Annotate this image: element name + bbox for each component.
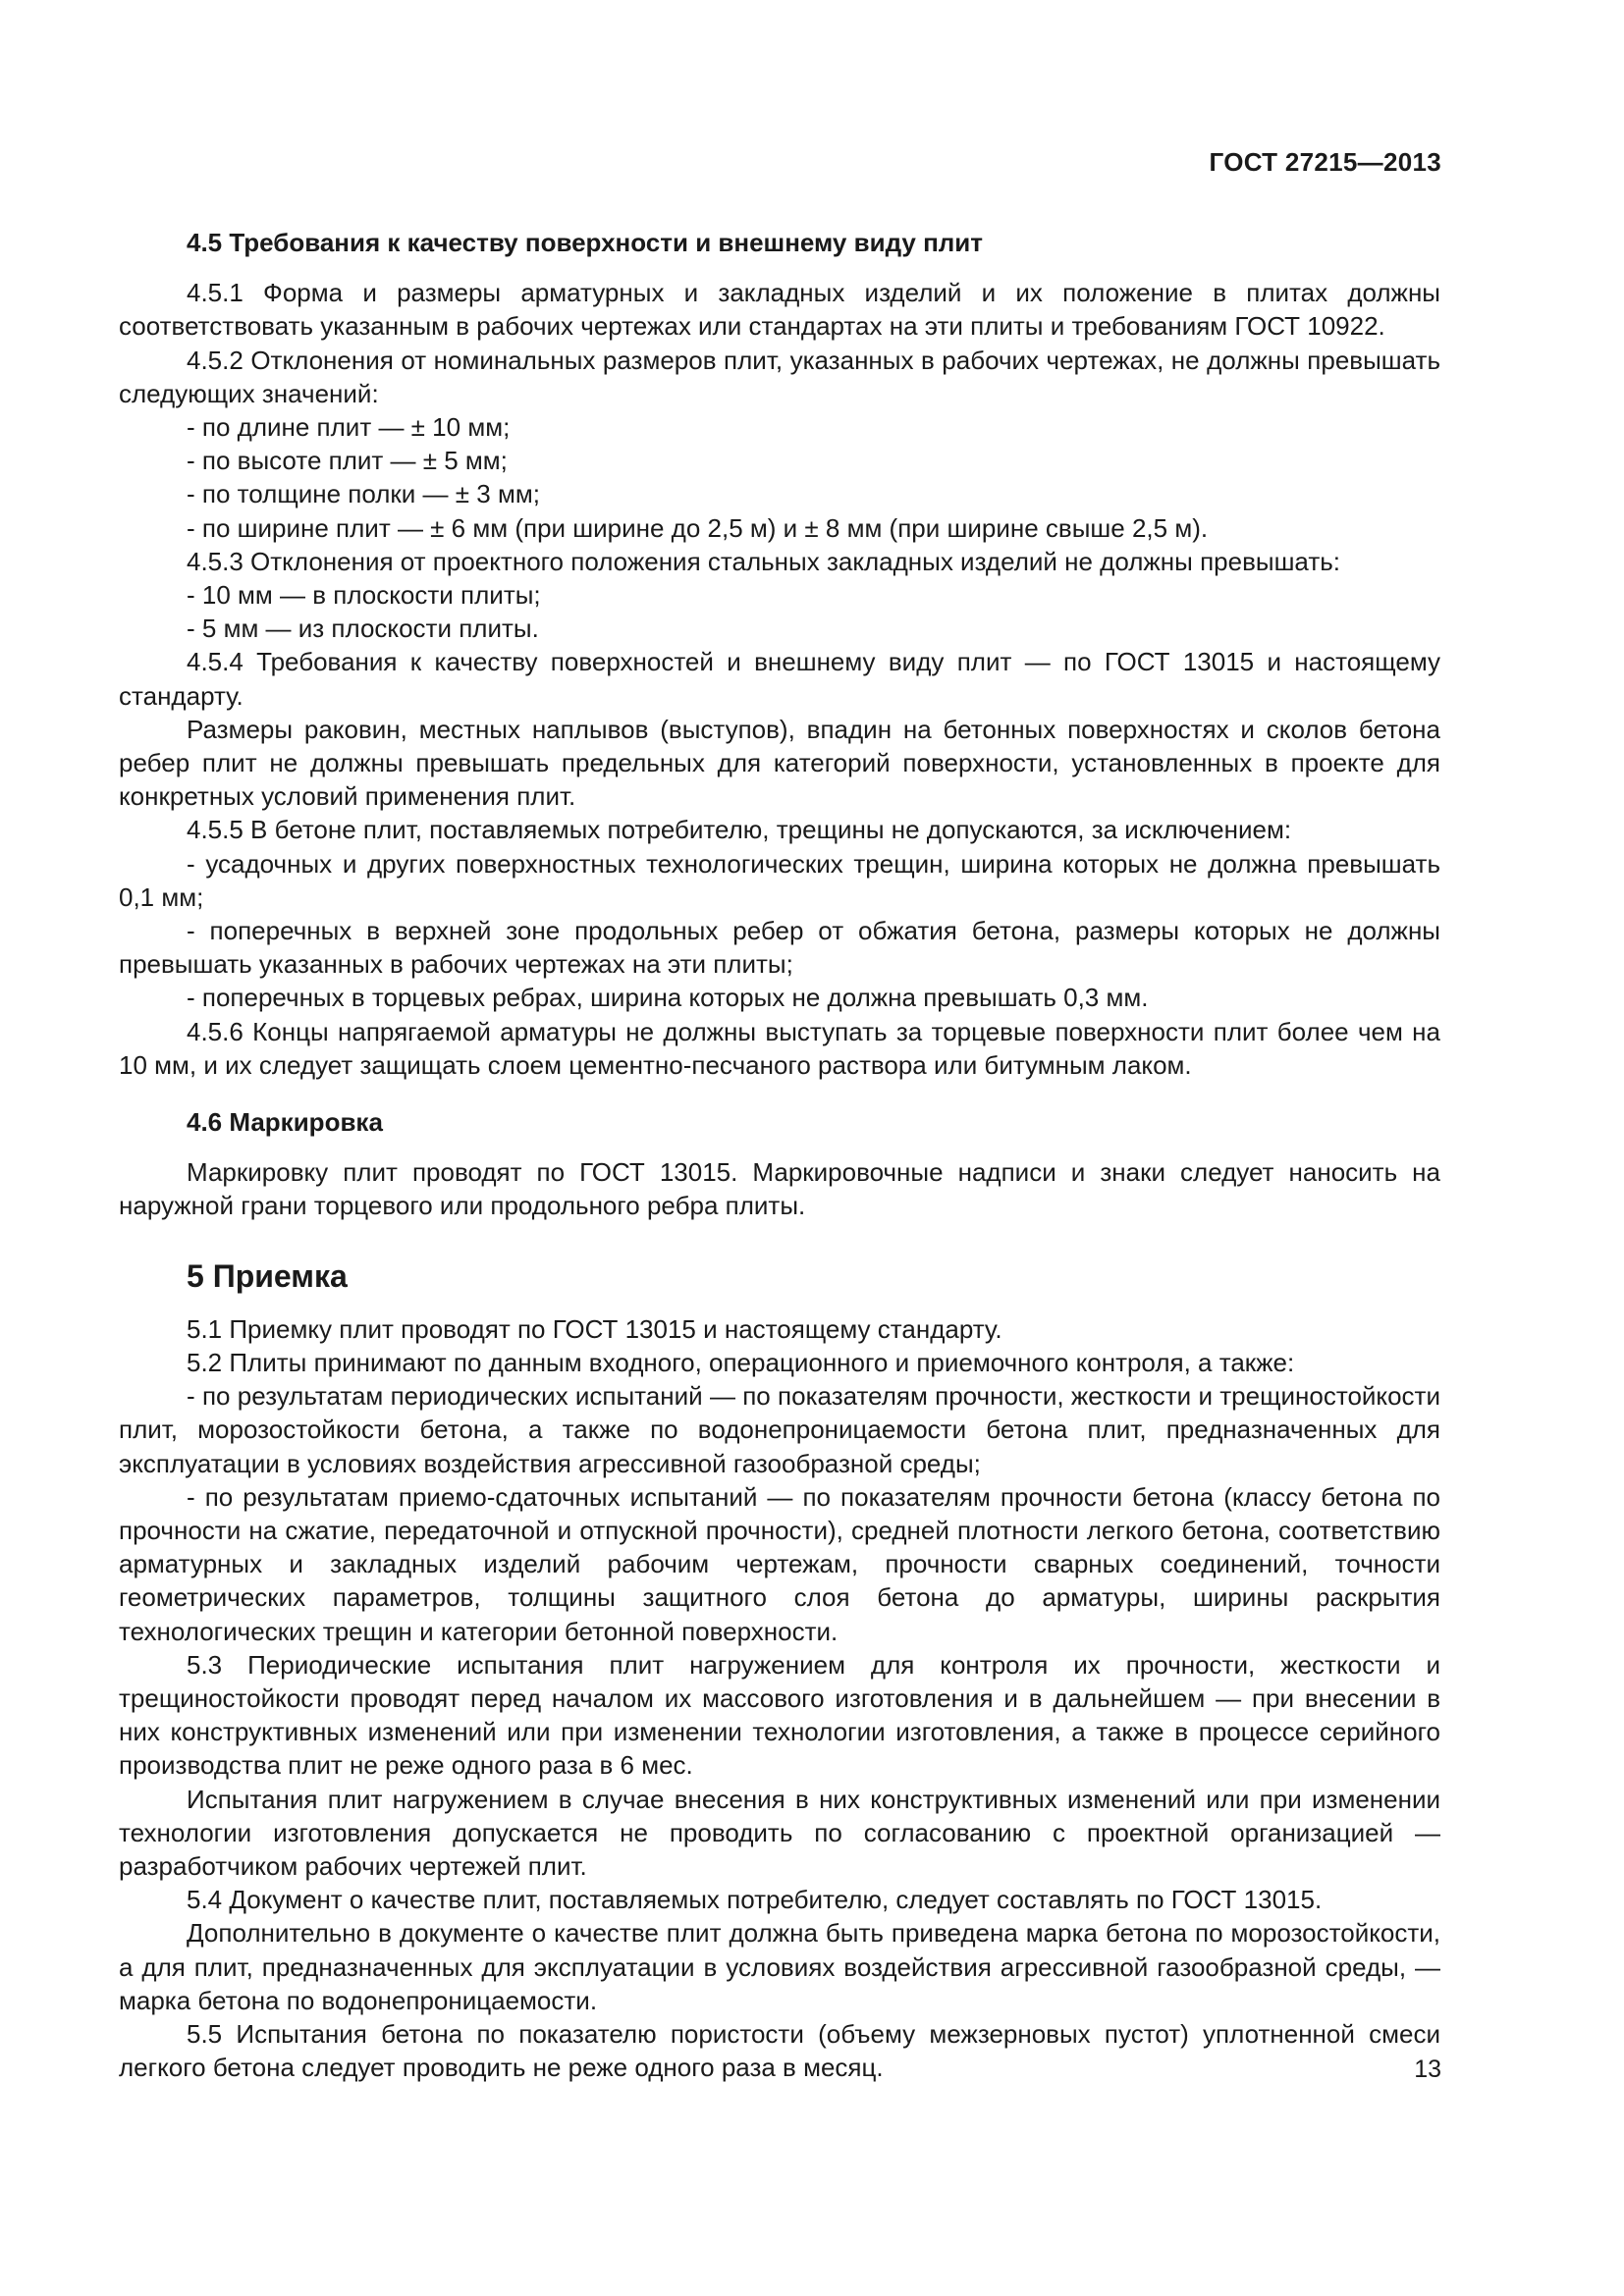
paragraph-5-5: 5.5 Испытания бетона по показателю пористости (объему межзерновых пустот) уплотненной смеси легкого бетона следует проводить не реже одного раза в месяц. [119, 2018, 1440, 2083]
paragraph-4-5-4: 4.5.4 Требования к качеству поверхностей и внешнему виду плит — по ГОСТ 13015 и настоящему стандарту. [119, 647, 1440, 711]
paragraph-5-3: 5.3 Периодические испытания плит нагружением для контроля их прочности, жесткости и трещиностойкости проводят перед началом их массового изготовления и в дальнейшем — при внесении в них конструктивных изменений или при изменении технологии изготовления, а также в процессе серийного производства плит не реже одного раза в 6 мес. [119, 1649, 1440, 1781]
list-item: - 10 мм — в плоскости плиты; [187, 580, 541, 611]
paragraph-5-4-b: Дополнительно в документе о качестве плит должна быть приведена марка бетона по морозостойкости, а для плит, предназначенных для эксплуатации в условиях воздействия агрессивной газообразной среды, — марка бетона по водонепроницаемости. [119, 1918, 1440, 2015]
paragraph-4-5-4-b: Размеры раковин, местных наплывов (выступов), впадин на бетонных поверхностях и сколов бетона ребер плит не должны превышать предельных для категорий поверхности, установленных в проекте для конкретных условий применения плит. [119, 714, 1440, 812]
paragraph-4-5-5: 4.5.5 В бетоне плит, поставляемых потребителю, трещины не допускаются, за исключением: [187, 815, 1292, 845]
list-item: - 5 мм — из плоскости плиты. [187, 614, 539, 644]
document-code: ГОСТ 27215—2013 [1209, 147, 1441, 177]
paragraph-5-3-b: Испытания плит нагружением в случае внесения в них конструктивных изменений или при изменении технологии изготовления допускается не проводить по согласованию с проектной организацией — разработчиком рабочих чертежей плит. [119, 1784, 1440, 1881]
list-item: - по результатам периодических испытаний — по показателям прочности, жесткости и трещиностойкости плит, морозостойкости бетона, а также по водонепроницаемости бетона плит, предназначенных для эксплуатации в условиях воздействия агрессивной газообразной среды; [119, 1381, 1440, 1478]
list-item: - по толщине полки — ± 3 мм; [187, 479, 540, 509]
list-item: - по результатам приемо-сдаточных испытаний — по показателям прочности бетона (классу бетона по прочности на сжатие, передаточной и отпускной прочности), средней плотности легкого бетона, соответствию арматурных и закладных изделий рабочим чертежам, прочности сварных соединений, точности геометрических параметров, толщины защитного слоя бетона до арматуры, ширины раскрытия технологических трещин и категории бетонной поверхности. [119, 1481, 1440, 1646]
list-item: - по ширине плит — ± 6 мм (при ширине до 2,5 м) и ± 8 мм (при ширине свыше 2,5 м). [187, 512, 1209, 543]
paragraph-4-5-2: 4.5.2 Отклонения от номинальных размеров плит, указанных в рабочих чертежах, не должны превышать следующих значений: [119, 345, 1440, 408]
paragraph-4-5-6: 4.5.6 Концы напрягаемой арматуры не должны выступать за торцевые поверхности плит более чем на 10 мм, и их следует защищать слоем цементно-песчаного раствора или битумным лаком. [119, 1016, 1440, 1080]
paragraph-4-5-1: 4.5.1 Форма и размеры арматурных и закладных изделий и их положение в плитах должны соответствовать указанным в рабочих чертежах или стандартах на эти плиты и требованиям ГОСТ 10922. [119, 278, 1440, 342]
page-content [119, 226, 1440, 2084]
paragraph-4-6: Маркировку плит проводят по ГОСТ 13015. Маркировочные надписи и знаки следует наносить на наружной грани торцевого или продольного ребра плиты. [119, 1157, 1440, 1221]
list-item: - усадочных и других поверхностных технологических трещин, ширина которых не должна превышать 0,1 мм; [119, 848, 1440, 912]
paragraph-4-5-3: 4.5.3 Отклонения от проектного положения стальных закладных изделий не должны превышать: [187, 546, 1341, 576]
list-item: - по высоте плит — ± 5 мм; [187, 446, 508, 476]
list-item: - поперечных в торцевых ребрах, ширина которых не должна превышать 0,3 мм. [187, 983, 1149, 1013]
section-4-6-title: 4.6 Маркировка [187, 1107, 383, 1138]
paragraph-5-4: 5.4 Документ о качестве плит, поставляемых потребителю, следует составлять по ГОСТ 13015. [187, 1885, 1323, 1915]
section-4-5-title: 4.5 Требования к качеству поверхности и внешнему виду плит [187, 228, 984, 257]
paragraph-5-1: 5.1 Приемку плит проводят по ГОСТ 13015 и настоящему стандарту. [187, 1313, 1002, 1344]
paragraph-5-2: 5.2 Плиты принимают по данным входного, операционного и приемочного контроля, а также: [187, 1347, 1295, 1377]
list-item: - поперечных в верхней зоне продольных ребер от обжатия бетона, размеры которых не должны превышать указанных в рабочих чертежах на эти плиты; [119, 916, 1440, 980]
page-number: 13 [1414, 2056, 1441, 2083]
list-item: - по длине плит — ± 10 мм; [187, 412, 511, 443]
section-5-title: 5 Приемка [187, 1257, 348, 1294]
